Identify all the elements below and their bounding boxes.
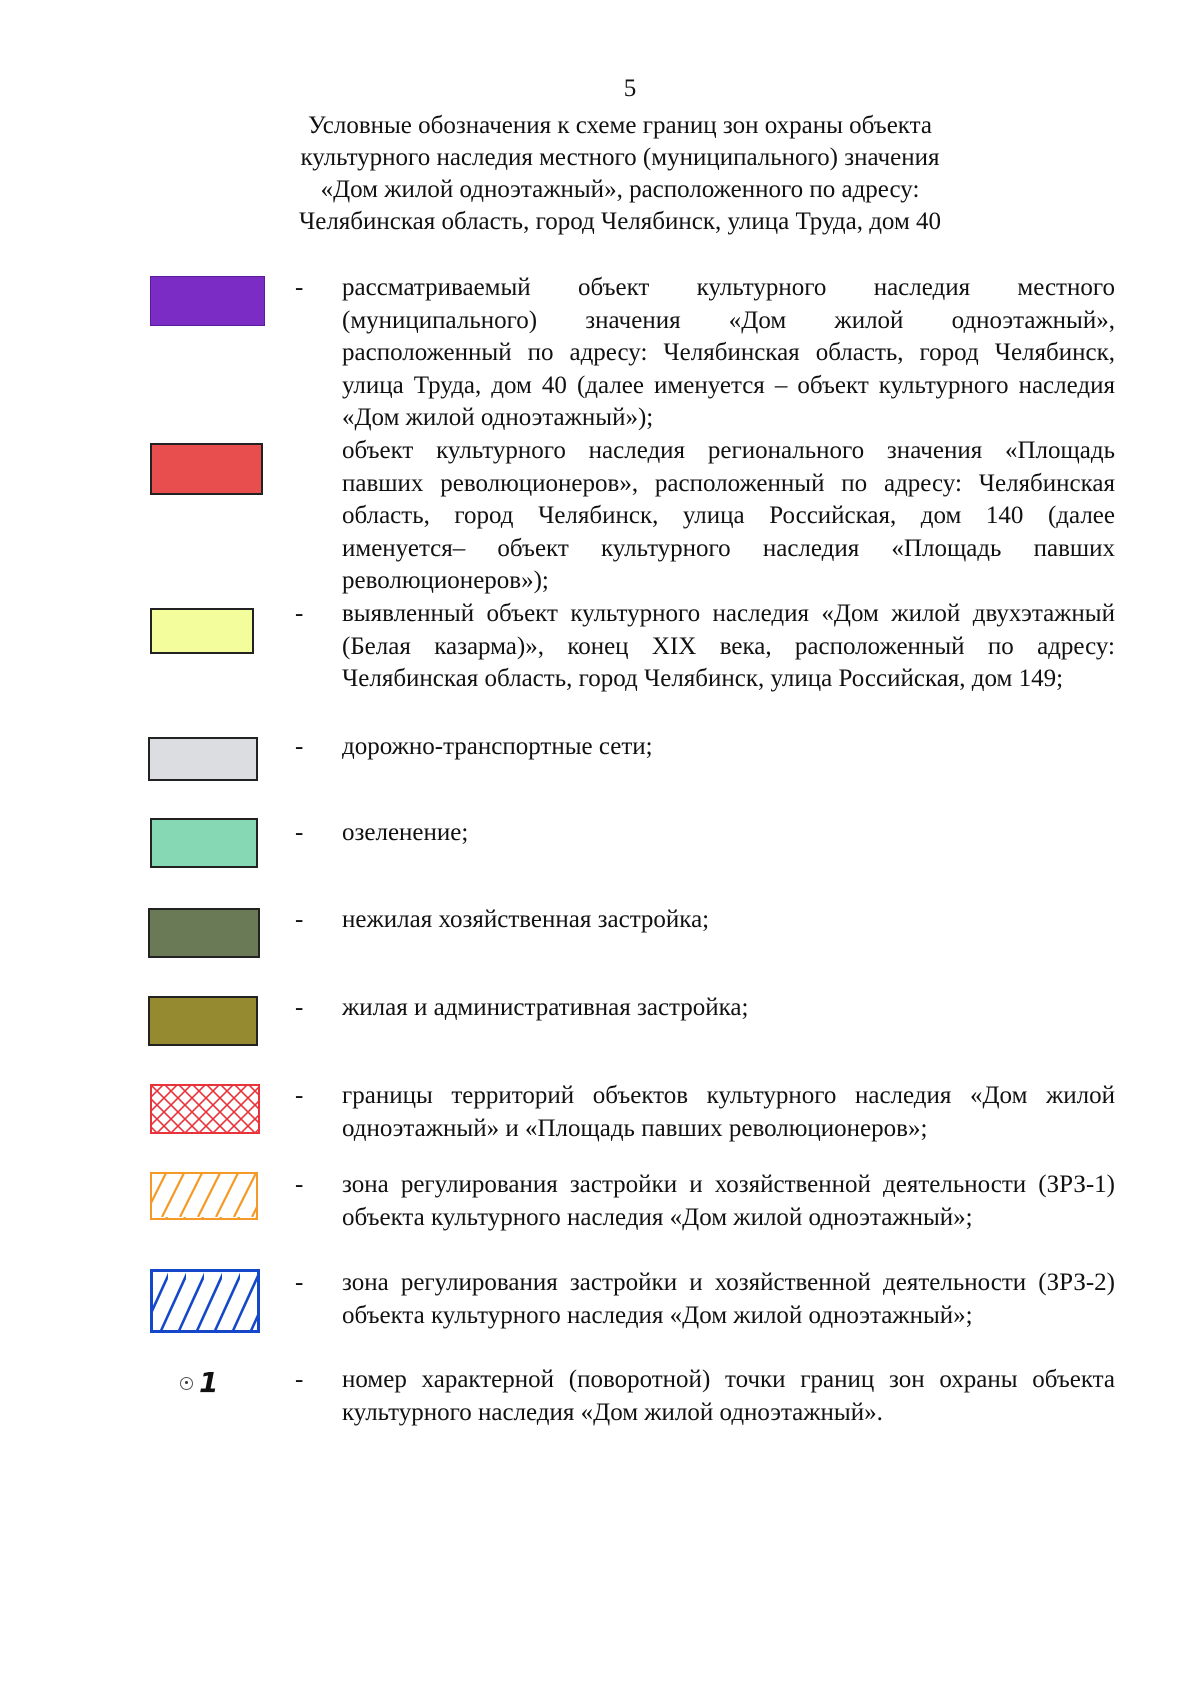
orange-hatch-swatch <box>150 1171 258 1221</box>
legend-description: дорожно-транспортные сети; <box>342 733 653 760</box>
legend-description: выявленный объект культурного наследия «Дом жилой двухэтажный (Белая казарма)», конец XIX века, расположенный по адресу: Челябинская область, город Челябинск, улица Российская, дом 149; <box>342 600 1115 692</box>
legend-dash: - <box>295 1082 304 1109</box>
legend-dash: - <box>295 274 304 301</box>
legend-description: озеленение; <box>342 819 469 846</box>
legend-dash: - <box>295 1366 304 1393</box>
legend-description: зона регулирования застройки и хозяйственной деятельности (ЗРЗ-2) объекта культурного наследия «Дом жилой одноэтажный»; <box>342 1269 1115 1329</box>
legend-description: зона регулирования застройки и хозяйственной деятельности (ЗРЗ-1) объекта культурного наследия «Дом жилой одноэтажный»; <box>342 1171 1115 1231</box>
legend-description: объект культурного наследия регионального значения «Площадь павших революционеров», расположенный по адресу: Челябинская область, город Челябинск, улица Российская, дом 140 (далее именуется– объект культурного наследия «Площадь павших революционеров»); <box>342 437 1115 594</box>
legend-description: жилая и административная застройка; <box>342 994 749 1021</box>
legend-dash: - <box>295 733 304 760</box>
legend-dash: - <box>295 819 304 846</box>
title-line-4: Челябинская область, город Челябинск, улица Труда, дом 40 <box>298 208 942 235</box>
legend-dash: - <box>295 906 304 933</box>
olive-swatch <box>148 996 258 1046</box>
purple-swatch <box>150 276 265 326</box>
legend-title <box>230 110 1010 238</box>
mint-swatch <box>150 818 258 868</box>
legend-description: номер характерной (поворотной) точки границ зон охраны объекта культурного наследия «Дом жилой одноэтажный». <box>342 1366 1115 1426</box>
legend-dash: - <box>295 994 304 1021</box>
title-line-3: «Дом жилой одноэтажный», расположенного по адресу: <box>320 176 920 203</box>
legend-description: рассматриваемый объект культурного наследия местного (муниципального) значения «Дом жилой одноэтажный», расположенный по адресу: Челябинская область, город Челябинск, улица Труда, дом 40 (далее именуется – объект культурного наследия «Дом жилой одноэтажный»); <box>342 274 1115 431</box>
turning-point-marker <box>180 1368 218 1398</box>
legend-description: нежилая хозяйственная застройка; <box>342 906 710 933</box>
legend-dash: - <box>295 600 304 627</box>
title-line-1: Условные обозначения к схеме границ зон охраны объекта <box>308 112 932 139</box>
gray-swatch <box>148 737 258 781</box>
title-line-2: культурного наследия местного (муниципального) значения <box>300 144 940 171</box>
red-swatch <box>150 443 263 495</box>
point-circle-icon <box>180 1377 193 1390</box>
point-number-label: 1 <box>199 1366 219 1399</box>
yellow-swatch <box>150 608 254 654</box>
legend-dash: - <box>295 1171 304 1198</box>
red-crosshatch-swatch <box>150 1084 260 1134</box>
legend-description: границы территорий объектов культурного наследия «Дом жилой одноэтажный» и «Площадь павших революционеров»; <box>342 1082 1115 1142</box>
page-number: 5 <box>623 75 637 102</box>
olive-gray-swatch <box>148 908 260 958</box>
legend-dash: - <box>295 1269 304 1296</box>
blue-hatch-swatch <box>150 1269 260 1333</box>
